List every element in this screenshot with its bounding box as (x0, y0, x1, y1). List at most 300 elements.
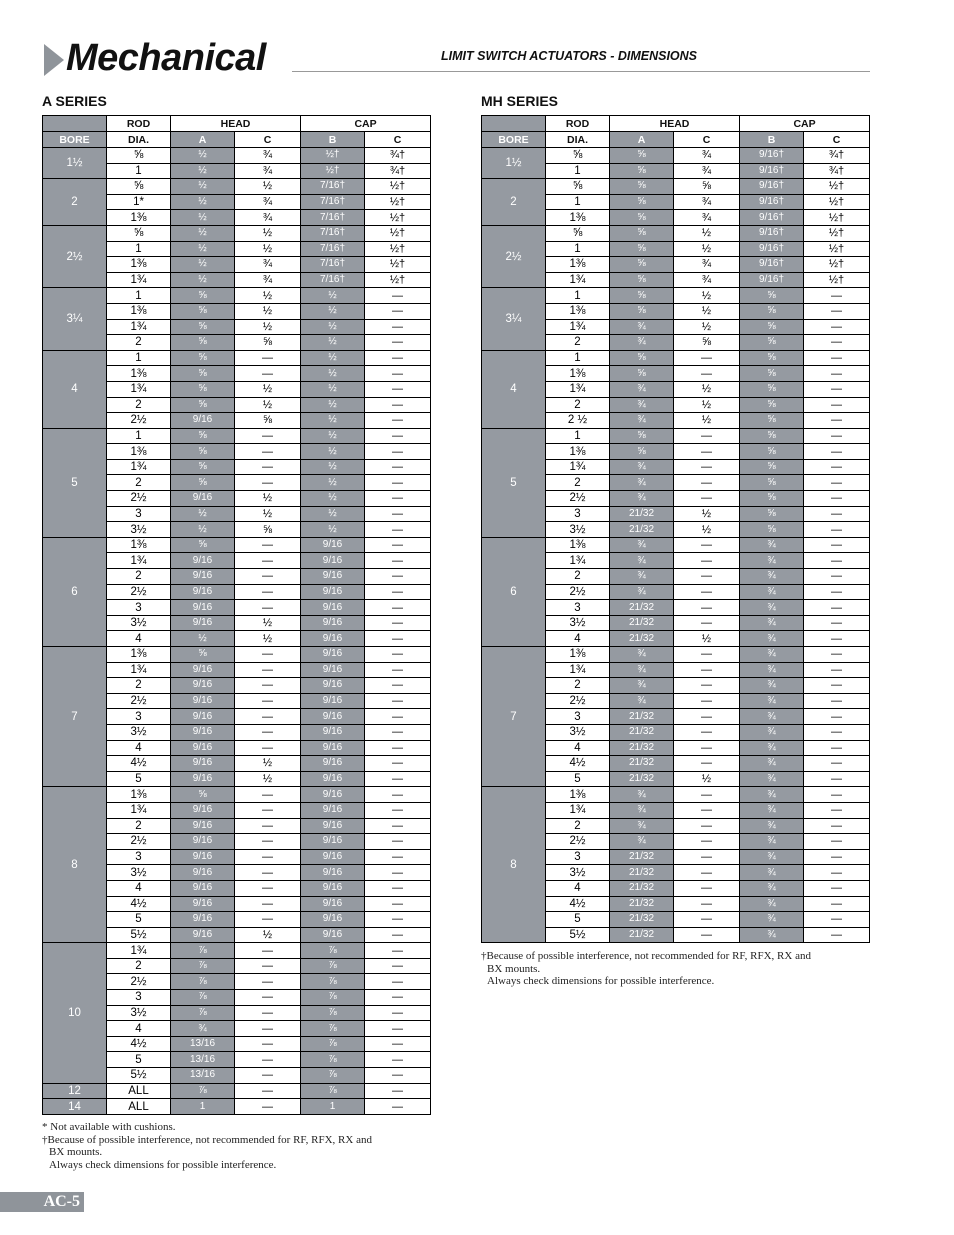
head-a-cell: ½ (171, 631, 235, 647)
cap-c-cell: ½† (365, 257, 431, 273)
cap-c-cell: — (365, 288, 431, 304)
cap-b-cell: 7/16† (301, 210, 365, 226)
head-c-cell: ½ (674, 319, 740, 335)
cap-b-cell: ⅝ (740, 506, 804, 522)
cap-b-cell: ½ (301, 506, 365, 522)
cap-c-cell: — (365, 724, 431, 740)
bore-cell: 14 (43, 1099, 107, 1115)
bore-cell: 10 (43, 943, 107, 1083)
cap-c-cell: — (804, 647, 870, 663)
cap-header: CAP (301, 116, 431, 132)
head-c-cell: ½ (674, 413, 740, 429)
head-a-cell: ⅝ (610, 288, 674, 304)
table-row (43, 350, 431, 366)
head-a-cell: ½ (171, 272, 235, 288)
rod-dia-cell: 3½ (546, 865, 610, 881)
rod-dia-cell: 1⅜ (546, 647, 610, 663)
cap-c-cell: — (804, 537, 870, 553)
cap-c-cell: ½† (365, 194, 431, 210)
cap-c-cell: — (365, 631, 431, 647)
cap-c-cell: — (804, 787, 870, 803)
head-c-cell: ½ (235, 506, 301, 522)
rod-dia-cell: 5½ (107, 1068, 171, 1084)
cap-c-cell: — (365, 740, 431, 756)
table-row (482, 288, 870, 304)
cap-b-cell: 9/16 (301, 912, 365, 928)
cap-b-cell: 9/16 (301, 537, 365, 553)
cap-b-cell: ⅞ (301, 1036, 365, 1052)
head-a-cell: ½ (171, 241, 235, 257)
cap-c-cell: — (804, 740, 870, 756)
cap-c-cell: — (365, 1036, 431, 1052)
cap-c-cell: — (804, 491, 870, 507)
cap-c-cell: — (365, 974, 431, 990)
cap-b-cell: 9/16 (301, 740, 365, 756)
head-c-cell: — (235, 475, 301, 491)
rod-dia-cell: 4 (546, 880, 610, 896)
rod-dia-cell: 1⅜ (546, 210, 610, 226)
rod-dia-cell: 2 (107, 569, 171, 585)
head-a-cell: ⅝ (171, 428, 235, 444)
cap-c-cell: — (365, 1068, 431, 1084)
rod-dia-cell: 1 (107, 163, 171, 179)
head-c-cell: ½ (235, 303, 301, 319)
cap-c-cell: — (804, 335, 870, 351)
head-c-cell: — (235, 990, 301, 1006)
cap-c-cell: — (365, 506, 431, 522)
head-c-cell: — (674, 350, 740, 366)
head-c-cell: — (235, 1068, 301, 1084)
head-c-cell: ½ (674, 522, 740, 538)
head-a-cell: ⅞ (171, 958, 235, 974)
cap-c-cell: — (804, 771, 870, 787)
head-c-cell: ½ (674, 397, 740, 413)
cap-b-cell: 7/16† (301, 179, 365, 195)
cap-b-cell: 9/16 (301, 787, 365, 803)
head-a-cell: 9/16 (171, 880, 235, 896)
cap-c-cell: — (804, 459, 870, 475)
rod-dia-cell: 1 (546, 163, 610, 179)
cap-c-cell: — (804, 631, 870, 647)
head-a-header: A (610, 132, 674, 148)
cap-b-cell: ½ (301, 288, 365, 304)
head-a-cell: ⅝ (171, 319, 235, 335)
bore-cell: 8 (482, 787, 546, 943)
cap-c-cell: — (365, 366, 431, 382)
bore-cell: 2½ (43, 225, 107, 287)
bore-header: BORE (43, 132, 107, 148)
head-c-cell: — (674, 865, 740, 881)
head-c-cell: ¾ (674, 257, 740, 273)
rod-dia-cell: 1⅜ (107, 257, 171, 273)
head-a-cell: 9/16 (171, 662, 235, 678)
head-c-cell: ½ (235, 288, 301, 304)
cap-b-cell: 9/16† (740, 210, 804, 226)
head-a-cell: ⅝ (610, 163, 674, 179)
head-a-cell: 13/16 (171, 1036, 235, 1052)
rod-dia-cell: 3½ (546, 724, 610, 740)
head-c-cell: ⅝ (235, 522, 301, 538)
rod-dia-header: DIA. (546, 132, 610, 148)
cap-c-cell: — (365, 350, 431, 366)
table-row (43, 428, 431, 444)
cap-b-cell: ¾ (740, 615, 804, 631)
rod-dia-cell: 1 (546, 288, 610, 304)
cap-b-cell: 9/16 (301, 927, 365, 943)
rod-dia-cell: 3 (546, 506, 610, 522)
table-row (43, 787, 431, 803)
cap-b-cell: 9/16 (301, 678, 365, 694)
cap-c-cell: — (365, 990, 431, 1006)
bore-cell: 8 (43, 787, 107, 943)
head-a-cell: 21/32 (610, 740, 674, 756)
header-rule (292, 71, 870, 72)
cap-c-cell: ½† (365, 210, 431, 226)
head-c-cell: — (235, 958, 301, 974)
page-title: Mechanical (66, 37, 266, 79)
rod-dia-cell: 2 (107, 475, 171, 491)
cap-b-cell: ¾ (740, 787, 804, 803)
cap-c-cell: — (365, 444, 431, 460)
head-c-cell: — (674, 896, 740, 912)
note-line: Always check dimensions for possible interference. (49, 1158, 277, 1171)
bore-cell: 7 (43, 647, 107, 787)
head-a-cell: 9/16 (171, 724, 235, 740)
cap-b-cell: 9/16 (301, 756, 365, 772)
rod-dia-cell: ⅝ (546, 225, 610, 241)
table-row (43, 288, 431, 304)
head-a-cell: ⅝ (610, 241, 674, 257)
rod-dia-cell: 1¾ (107, 459, 171, 475)
cap-c-cell: — (365, 319, 431, 335)
cap-c-cell: — (804, 381, 870, 397)
rod-dia-cell: 2½ (107, 413, 171, 429)
cap-b-cell: 7/16† (301, 225, 365, 241)
rod-dia-cell: 1⅜ (107, 537, 171, 553)
head-a-cell: ½ (171, 522, 235, 538)
cap-c-cell: ½† (804, 210, 870, 226)
head-a-cell: 21/32 (610, 506, 674, 522)
cap-b-cell: ⅝ (740, 413, 804, 429)
cap-c-cell: — (804, 865, 870, 881)
head-c-cell: — (674, 912, 740, 928)
cap-b-cell: ⅝ (740, 335, 804, 351)
head-c-cell: ½ (235, 631, 301, 647)
rod-dia-cell: 1⅜ (546, 537, 610, 553)
cap-c-cell: — (365, 1083, 431, 1099)
cap-c-cell: — (804, 444, 870, 460)
head-a-cell: 9/16 (171, 756, 235, 772)
head-c-cell: ¾ (235, 210, 301, 226)
head-c-cell: ½ (674, 225, 740, 241)
cap-c-cell: ½† (804, 194, 870, 210)
head-a-cell: ⅝ (171, 787, 235, 803)
head-a-cell: 9/16 (171, 865, 235, 881)
cap-c-cell: — (365, 1021, 431, 1037)
head-a-cell: ⅝ (171, 303, 235, 319)
table-row (482, 537, 870, 553)
cap-c-cell: — (804, 366, 870, 382)
rod-dia-cell: 1 (107, 350, 171, 366)
head-c-cell: — (674, 756, 740, 772)
rod-dia-cell: 3 (107, 600, 171, 616)
head-a-cell: ⅝ (171, 475, 235, 491)
cap-c-cell: ¾† (365, 163, 431, 179)
rod-dia-cell: 1 (107, 241, 171, 257)
cap-b-cell: 7/16† (301, 194, 365, 210)
head-c-cell: — (674, 537, 740, 553)
head-c-cell: — (235, 787, 301, 803)
head-c-cell: — (674, 615, 740, 631)
bore-cell: 12 (43, 1083, 107, 1099)
cap-c-cell: — (365, 475, 431, 491)
rod-dia-cell: 1 (546, 241, 610, 257)
head-c-cell: ¾ (674, 148, 740, 164)
head-a-cell: 21/32 (610, 756, 674, 772)
head-c-cell: — (674, 553, 740, 569)
head-c-cell: — (235, 537, 301, 553)
cap-b-cell: ¾ (740, 802, 804, 818)
rod-dia-cell: 1¾ (107, 662, 171, 678)
cap-b-cell: ½ (301, 350, 365, 366)
head-a-cell: ¾ (610, 319, 674, 335)
rod-dia-cell: 3½ (107, 865, 171, 881)
head-a-cell: ½ (171, 225, 235, 241)
cap-c-cell: — (804, 912, 870, 928)
cap-c-cell: — (804, 522, 870, 538)
head-c-cell: ¾ (674, 210, 740, 226)
rod-dia-cell: 3 (107, 849, 171, 865)
cap-b-cell: ¾ (740, 834, 804, 850)
head-c-cell: — (674, 849, 740, 865)
head-header: HEAD (171, 116, 301, 132)
head-c-cell: — (235, 366, 301, 382)
head-c-cell: ½ (235, 756, 301, 772)
head-c-cell: — (235, 600, 301, 616)
head-a-cell: ⅝ (171, 381, 235, 397)
bore-cell: 4 (482, 350, 546, 428)
head-a-cell: ⅝ (610, 366, 674, 382)
head-c-cell: ½ (235, 771, 301, 787)
head-c-cell: — (674, 834, 740, 850)
bore-cell: 1½ (43, 148, 107, 179)
rod-dia-cell: 1 (546, 428, 610, 444)
cap-b-cell: 9/16 (301, 553, 365, 569)
cap-c-cell: ½† (804, 257, 870, 273)
head-a-cell: 21/32 (610, 896, 674, 912)
cap-c-cell: — (365, 756, 431, 772)
head-c-cell: — (235, 1021, 301, 1037)
head-c-cell: — (235, 943, 301, 959)
head-a-cell: ⅝ (171, 537, 235, 553)
cap-c-cell: — (365, 709, 431, 725)
head-a-cell: ⅝ (610, 350, 674, 366)
rod-dia-cell: 4 (546, 631, 610, 647)
cap-b-cell: ⅝ (740, 459, 804, 475)
cap-c-cell: — (365, 802, 431, 818)
head-a-cell: 1 (171, 1099, 235, 1115)
head-c-cell: — (235, 428, 301, 444)
cap-b-cell: ¾ (740, 818, 804, 834)
head-c-cell: — (674, 428, 740, 444)
cap-b-cell: ½ (301, 303, 365, 319)
rod-dia-cell: 2½ (546, 491, 610, 507)
head-c-cell: — (235, 834, 301, 850)
head-a-cell: 21/32 (610, 849, 674, 865)
rod-dia-cell: 2 (546, 475, 610, 491)
rod-dia-cell: 2½ (546, 834, 610, 850)
rod-dia-cell: 1¾ (107, 553, 171, 569)
rod-dia-cell: 4½ (546, 756, 610, 772)
head-a-cell: ½ (171, 194, 235, 210)
cap-c-cell: — (365, 600, 431, 616)
head-c-cell: — (235, 1099, 301, 1115)
cap-c-cell: — (804, 802, 870, 818)
rod-dia-cell: ⅝ (107, 225, 171, 241)
cap-b-cell: ⅝ (740, 522, 804, 538)
rod-dia-cell: 2 (107, 335, 171, 351)
cap-c-cell: — (365, 958, 431, 974)
cap-b-cell: 9/16 (301, 802, 365, 818)
head-c-cell: — (235, 724, 301, 740)
head-c-cell: — (235, 896, 301, 912)
cap-b-cell: ½ (301, 475, 365, 491)
head-a-cell: ⅝ (171, 350, 235, 366)
rod-dia-cell: 1⅜ (546, 444, 610, 460)
head-a-cell: ⅝ (610, 272, 674, 288)
cap-c-cell: — (804, 569, 870, 585)
head-a-cell: ¾ (610, 647, 674, 663)
cap-c-cell: ½† (365, 272, 431, 288)
head-c-cell: — (674, 584, 740, 600)
cap-c-cell: — (365, 428, 431, 444)
cap-c-cell: — (365, 880, 431, 896)
cap-b-cell: ½ (301, 335, 365, 351)
cap-c-cell: — (804, 662, 870, 678)
cap-c-cell: — (804, 303, 870, 319)
rod-dia-cell: 1¾ (107, 943, 171, 959)
rod-dia-cell: 4½ (107, 896, 171, 912)
head-c-cell: — (235, 1052, 301, 1068)
head-a-cell: ½ (171, 257, 235, 273)
rod-dia-cell: 3 (107, 506, 171, 522)
rod-dia-cell: 1¾ (546, 319, 610, 335)
rod-dia-cell: 5 (107, 912, 171, 928)
head-c-cell: ¾ (674, 272, 740, 288)
cap-b-cell: ⅝ (740, 381, 804, 397)
head-a-cell: 21/32 (610, 600, 674, 616)
table-row (43, 148, 431, 164)
rod-dia-cell: 1⅜ (107, 303, 171, 319)
cap-b-cell: ¾ (740, 849, 804, 865)
head-a-cell: 9/16 (171, 491, 235, 507)
head-a-cell: 9/16 (171, 896, 235, 912)
head-a-cell: 9/16 (171, 615, 235, 631)
cap-b-cell: ¾ (740, 740, 804, 756)
head-a-cell: 9/16 (171, 802, 235, 818)
head-a-cell: 9/16 (171, 927, 235, 943)
cap-c-cell: — (804, 896, 870, 912)
cap-c-cell: — (804, 413, 870, 429)
rod-dia-cell: 5 (107, 771, 171, 787)
note-line: BX mounts. (49, 1146, 103, 1158)
rod-dia-cell: 2 (546, 678, 610, 694)
rod-dia-cell: 1⅜ (107, 210, 171, 226)
head-a-cell: 9/16 (171, 912, 235, 928)
cap-b-cell: 7/16† (301, 257, 365, 273)
head-c-cell: — (674, 678, 740, 694)
head-c-cell: ¾ (235, 194, 301, 210)
rod-dia-cell: 1¾ (546, 381, 610, 397)
cap-c-cell: — (804, 397, 870, 413)
a-series-table (42, 115, 431, 1115)
head-a-cell: ½ (171, 506, 235, 522)
head-c-cell: — (674, 600, 740, 616)
head-c-cell: ⅝ (674, 179, 740, 195)
rod-dia-cell: 1⅜ (546, 257, 610, 273)
cap-b-cell: 9/16† (740, 241, 804, 257)
head-c-cell: ½ (235, 927, 301, 943)
cap-c-cell: ¾† (804, 163, 870, 179)
table-row (482, 428, 870, 444)
cap-b-cell: ⅞ (301, 943, 365, 959)
table-row (43, 225, 431, 241)
cap-c-cell: — (804, 756, 870, 772)
cap-c-cell: — (804, 288, 870, 304)
bore-cell: 2½ (482, 225, 546, 287)
table-row (43, 943, 431, 959)
head-a-cell: 13/16 (171, 1052, 235, 1068)
rod-dia-cell: 1 (107, 428, 171, 444)
head-a-cell: 9/16 (171, 818, 235, 834)
head-c-cell: ½ (235, 491, 301, 507)
head-c-cell: — (674, 740, 740, 756)
cap-c-cell: — (804, 319, 870, 335)
cap-c-header: C (804, 132, 870, 148)
head-c-cell: — (674, 491, 740, 507)
cap-b-cell: ¾ (740, 678, 804, 694)
head-c-cell: — (674, 724, 740, 740)
cap-b-cell: ½† (301, 163, 365, 179)
rod-header: ROD (107, 116, 171, 132)
cap-b-cell: 9/16 (301, 662, 365, 678)
head-a-cell: ¾ (610, 834, 674, 850)
head-a-cell: ⅝ (171, 397, 235, 413)
head-a-cell: ¾ (610, 584, 674, 600)
head-a-cell: ⅝ (610, 210, 674, 226)
cap-c-cell: — (804, 615, 870, 631)
cap-b-cell: ½ (301, 319, 365, 335)
rod-dia-cell: 4½ (546, 896, 610, 912)
head-a-cell: ¾ (610, 787, 674, 803)
cap-b-cell: ⅝ (740, 366, 804, 382)
head-a-cell: ½ (171, 210, 235, 226)
cap-b-cell: 9/16 (301, 631, 365, 647)
head-c-cell: — (235, 662, 301, 678)
table-row (482, 647, 870, 663)
head-c-cell: — (674, 787, 740, 803)
cap-c-cell: — (365, 865, 431, 881)
table-row (482, 225, 870, 241)
rod-dia-cell: 2½ (107, 974, 171, 990)
cap-c-cell: — (804, 834, 870, 850)
cap-b-cell: ¾ (740, 584, 804, 600)
cap-b-cell: 9/16 (301, 849, 365, 865)
rod-dia-cell: 1* (107, 194, 171, 210)
rod-dia-cell: 1¾ (546, 272, 610, 288)
head-c-cell: — (674, 569, 740, 585)
note-line: †Because of possible interference, not recommended for RF, RFX, RX and (42, 1133, 372, 1146)
